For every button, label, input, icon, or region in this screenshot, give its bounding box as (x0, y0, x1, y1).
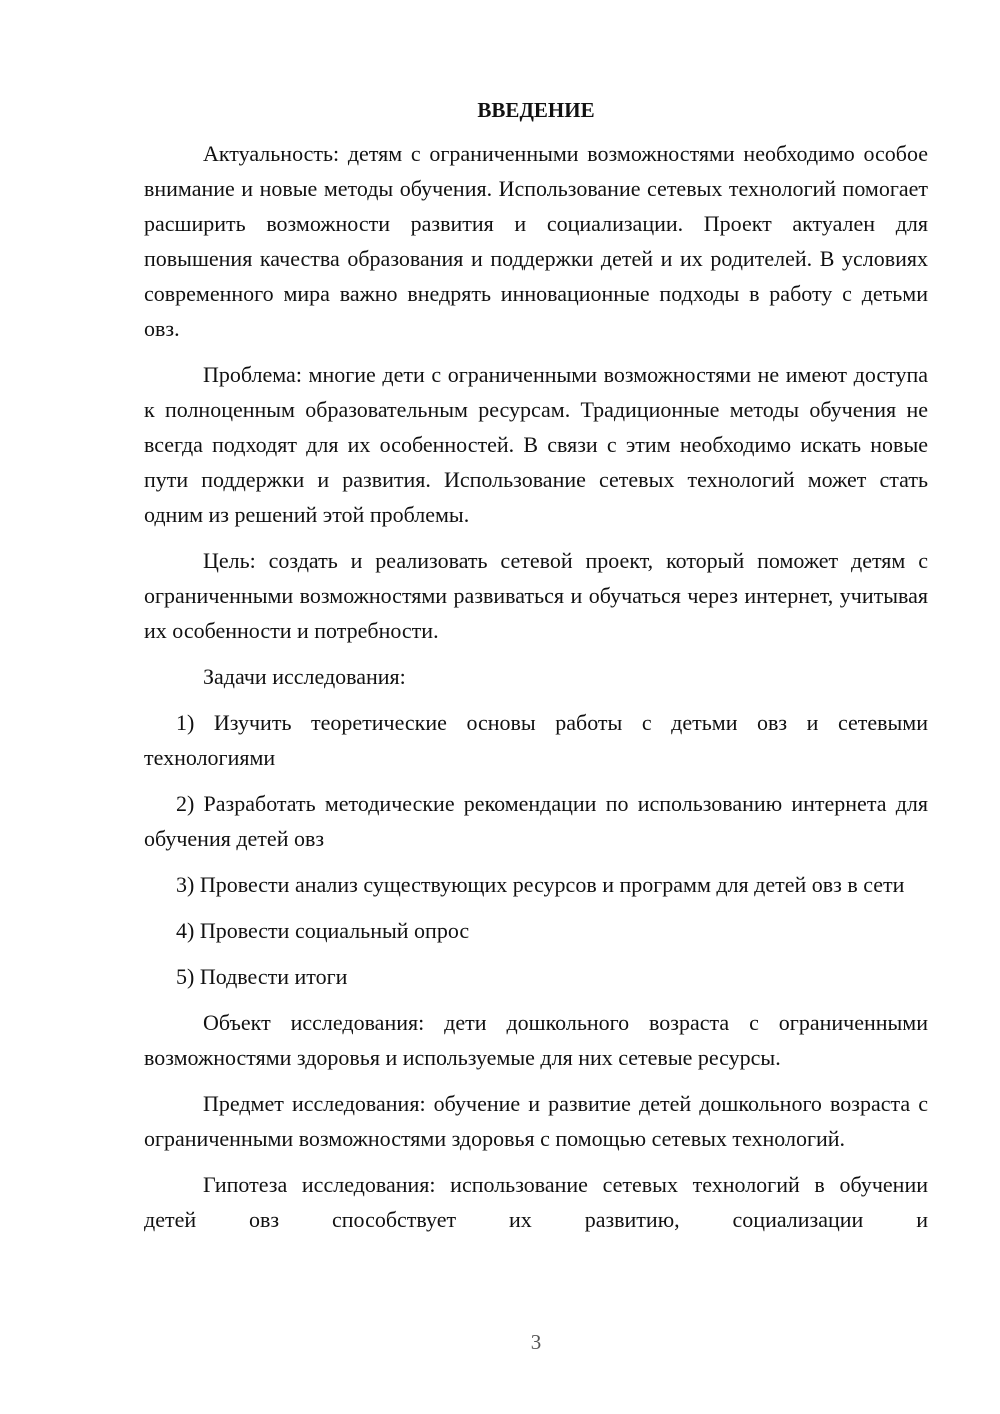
task-item-4: 4) Провести социальный опрос (176, 918, 470, 943)
paragraph-problem: Проблема: многие дети с ограниченными возможностями не имеют доступа к полноценным образовательным ресурсам. Традиционные методы обучения не всегда подходят для их особенностей. В связи с этим необходимо искать новые пути поддержки и развития. Использование сетевых технологий может стать одним из решений этой проблемы. (144, 362, 928, 527)
paragraph-hypothesis: Гипотеза исследования: использование сетевых технологий в обучении детей овз способствует их развитию, социализации и (144, 1172, 928, 1232)
tasks-heading: Задачи исследования: (203, 664, 406, 689)
task-item-5: 5) Подвести итоги (176, 964, 348, 989)
paragraph-relevance: Актуальность: детям с ограниченными возможностями необходимо особое внимание и новые методы обучения. Использование сетевых технологий помогает расширить возможности развития и социализации. Проект актуален для повышения качества образования и поддержки детей и их родителей. В условиях современного мира важно внедрять инновационные подходы в работу с детьми овз. (144, 141, 928, 341)
page-content (144, 92, 928, 1248)
paragraph-object: Объект исследования: дети дошкольного возраста с ограниченными возможностями здоровья и используемые для них сетевые ресурсы. (144, 1010, 928, 1070)
section-title: ВВЕДЕНИЕ (477, 98, 595, 122)
task-item-1: 1) Изучить теоретические основы работы с детьми овз и сетевыми технологиями (144, 710, 928, 770)
page-number: 3 (530, 1330, 542, 1354)
task-item-3: 3) Провести анализ существующих ресурсов и программ для детей овз в сети (176, 872, 905, 897)
paragraph-subject: Предмет исследования: обучение и развитие детей дошкольного возраста с ограниченными возможностями здоровья с помощью сетевых технологий. (144, 1091, 928, 1151)
paragraph-goal: Цель: создать и реализовать сетевой проект, который поможет детям с ограниченными возможностями развиваться и обучаться через интернет, учитывая их особенности и потребности. (144, 548, 928, 643)
task-item-2: 2) Разработать методические рекомендации по использованию интернета для обучения детей овз (144, 791, 928, 851)
